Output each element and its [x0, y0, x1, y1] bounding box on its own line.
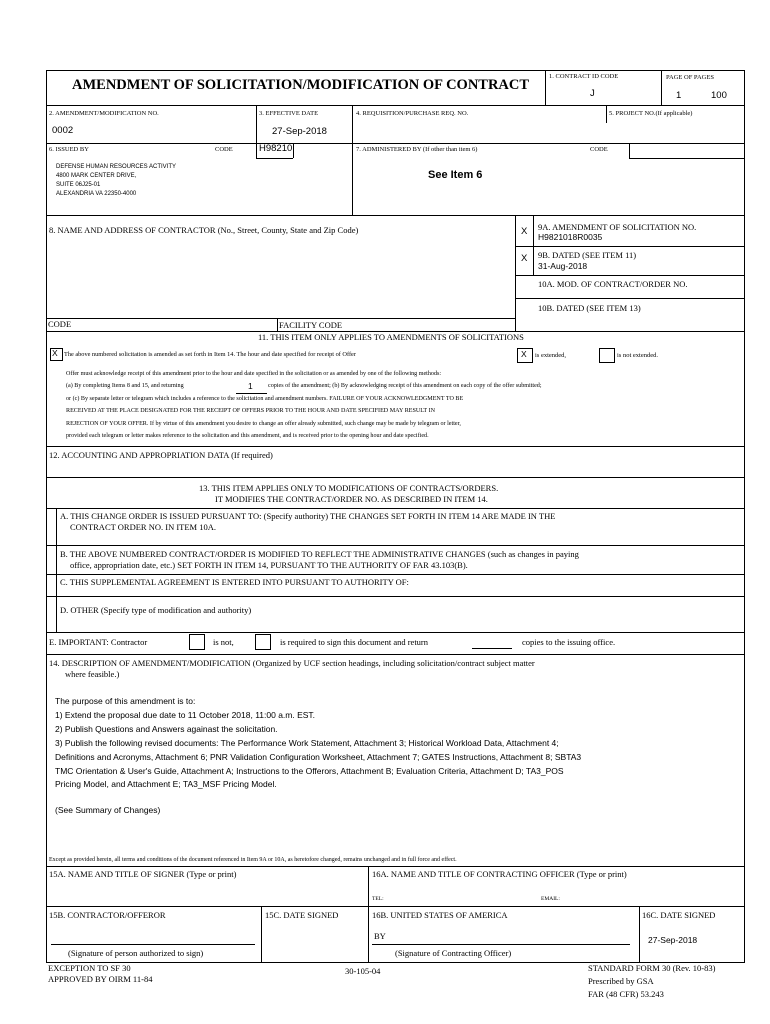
is-required-checkbox[interactable]	[255, 634, 271, 650]
facility-code-label: FACILITY CODE	[279, 320, 343, 330]
label-15c: 15C. DATE SIGNED	[265, 910, 339, 920]
contract-id-code-value: J	[590, 88, 595, 99]
label-16c: 16C. DATE SIGNED	[642, 910, 716, 920]
return-copies-underline	[472, 648, 512, 649]
date-16c-value: 27-Sep-2018	[648, 935, 698, 945]
item-14-body-line-3: 3) Publish the following revised documents: The Performance Work Statement, Attachment 3; Historical Workload Data, Attachment 4;	[55, 738, 559, 748]
label-16b: 16B. UNITED STATES OF AMERICA	[372, 910, 508, 920]
label-10b: 10B. DATED (SEE ITEM 13)	[538, 303, 641, 313]
item-11-check-mark: X	[52, 348, 58, 358]
is-required-label: is required to sign this document and return	[280, 637, 429, 647]
important-label: E. IMPORTANT: Contractor	[49, 637, 148, 647]
contractor-signature-caption: (Signature of person authorized to sign)	[68, 948, 204, 958]
extended-label: is extended,	[535, 352, 567, 359]
form-title: AMENDMENT OF SOLICITATION/MODIFICATION OF CONTRACT	[72, 77, 530, 93]
item-13b-line-1: B. THE ABOVE NUMBERED CONTRACT/ORDER IS MODIFIED TO REFLECT THE ADMINISTRATIVE CHANGES (such as changes in paying	[60, 549, 579, 559]
standard-form-text: STANDARD FORM 30 (Rev. 10-83)	[588, 963, 716, 973]
requisition-label: 4. REQUISITION/PURCHASE REQ. NO.	[356, 110, 469, 117]
administered-code-label: CODE	[590, 146, 608, 153]
amendment-no-label: 2. AMENDMENT/MODIFICATION NO.	[49, 110, 159, 117]
item-14-body-line-4: Definitions and Acronyms, Attachment 6; PNR Validation Configuration Worksheet, Attachment 7; GATES Instructions, Attachment 8; SBTA3	[55, 752, 582, 762]
officer-signature-caption: (Signature of Contracting Officer)	[395, 948, 512, 958]
issued-by-label: 6. ISSUED BY	[49, 146, 89, 153]
issuer-address-line-1: DEFENSE HUMAN RESOURCES ACTIVITY	[56, 164, 177, 170]
form-number: 30-105-04	[345, 966, 381, 976]
label-9a: 9A. AMENDMENT OF SOLICITATION NO.	[538, 222, 697, 232]
item-14-body-line-6: Pricing Model, and Attachment E; TA3_MSF Pricing Model.	[55, 779, 277, 789]
see-summary-of-changes: (See Summary of Changes)	[55, 805, 161, 815]
mark-9a: X	[521, 226, 528, 237]
label-16a: 16A. NAME AND TITLE OF CONTRACTING OFFICER (Type or print)	[372, 869, 627, 879]
see-item-6: See Item 6	[428, 169, 483, 181]
issuer-address-line-3: SUITE 06J25-01	[56, 182, 101, 188]
issued-by-code-label: CODE	[215, 146, 233, 153]
page-number: 1	[676, 90, 682, 101]
project-no-label: 5. PROJECT NO.(If applicable)	[609, 110, 693, 117]
officer-signature-line	[372, 944, 630, 945]
issuer-address-line-4: ALEXANDRIA VA 22350-4000	[56, 191, 137, 197]
contractor-signature-line	[51, 944, 255, 945]
item-11-amended-text: The above numbered solicitation is amended as set forth in Item 14. The hour and date specified for receipt of Offer	[64, 351, 356, 358]
item-14-body-line-5: TMC Orientation & User's Guide, Attachment A; Instructions to the Offerors, Attachment B; Evaluation Criteria, Attachment D; TA3_POS	[55, 766, 564, 776]
contract-id-code-label: 1. CONTRACT ID CODE	[549, 73, 619, 80]
amendment-no-value: 0002	[52, 125, 74, 136]
prescribed-text: Prescribed by GSA	[588, 976, 654, 986]
label-9b: 9B. DATED (SEE ITEM 11)	[538, 250, 637, 260]
item-12-label: 12. ACCOUNTING AND APPROPRIATION DATA (If required)	[49, 450, 273, 460]
item-13a-line-2: CONTRACT ORDER NO. IN ITEM 10A.	[70, 522, 216, 532]
not-extended-checkbox[interactable]	[599, 348, 615, 363]
approved-text: APPROVED BY OIRM 11-84	[48, 974, 153, 984]
by-label: BY	[374, 931, 386, 941]
tel-label: TEL:	[372, 896, 384, 902]
item-14-body-line-2: 2) Publish Questions and Answers againast the solicitation.	[55, 724, 278, 734]
item-13d-line: D. OTHER (Specify type of modification and authority)	[60, 605, 252, 615]
item-14-label-1: 14. DESCRIPTION OF AMENDMENT/MODIFICATION (Organized by UCF section headings, including solicitation/contract subject matter	[49, 658, 535, 668]
item-14-label-2: where feasible.)	[65, 669, 120, 679]
effective-date-label: 3. EFFECTIVE DATE	[259, 110, 319, 117]
item-14-body-line-1: 1) Extend the proposal due date to 11 October 2018, 11:00 a.m. EST.	[55, 710, 316, 720]
email-label: EMAIL:	[541, 896, 560, 902]
item-11-heading: 11. THIS ITEM ONLY APPLIES TO AMENDMENTS OF SOLICITATIONS	[258, 332, 524, 342]
item-11-line-3: or (c) By separate letter or telegram which includes a reference to the solicitation and amendment numbers. FAILURE OF YOUR ACKNOWLEDGMENT TO BE	[66, 396, 464, 402]
page-total: 100	[711, 90, 727, 101]
item-11-line-2a: (a) By completing Items 8 and 15, and returning	[66, 383, 184, 389]
page-of-pages-label: PAGE OF PAGES	[666, 74, 714, 81]
item-11-line-4: RECEIVED AT THE PLACE DESIGNATED FOR THE RECEIPT OF OFFERS PRIOR TO THE HOUR AND DATE SPECIFIED MAY RESULT IN	[66, 408, 435, 414]
copies-issuing-label: copies to the issuing office.	[522, 637, 616, 647]
item-13-heading-1: 13. THIS ITEM APPLIES ONLY TO MODIFICATIONS OF CONTRACTS/ORDERS.	[199, 483, 499, 493]
value-9b: 31-Aug-2018	[538, 261, 588, 271]
item-11-line-2b: copies of the amendment; (b) By acknowledging receipt of this amendment on each copy of the offer submitted;	[268, 383, 542, 389]
item-11-line-1: Offer must acknowledge receipt of this amendment prior to the hour and date specified in the solicitation or as amended by one of the following methods:	[66, 371, 442, 377]
item-14-body-line-0: The purpose of this amendment is to:	[55, 696, 196, 706]
item-13b-line-2: office, appropriation date, etc.) SET FORTH IN ITEM 14, PURSUANT TO THE AUTHORITY OF FAR 43.103(B).	[70, 560, 468, 570]
item-11-line-5: REJECTION OF YOUR OFFER. If by virtue of this amendment you desire to change an offer already submitted, such change may be made by telegram or letter,	[66, 421, 461, 427]
is-not-checkbox[interactable]	[189, 634, 205, 650]
label-15b: 15B. CONTRACTOR/OFFEROR	[49, 910, 166, 920]
not-extended-label: is not extended.	[617, 352, 658, 359]
copies-underline	[236, 393, 267, 394]
except-provided-line: Except as provided herein, all terms and conditions of the document referenced in Item 9A or 10A, as heretofore changed, remains unchanged and in full force and effect.	[49, 857, 457, 863]
item-13-heading-2: IT MODIFIES THE CONTRACT/ORDER NO. AS DESCRIBED IN ITEM 14.	[215, 494, 488, 504]
copies-value: 1	[248, 381, 253, 391]
exception-text: EXCEPTION TO SF 30	[48, 963, 131, 973]
item-13a-line-1: A. THIS CHANGE ORDER IS ISSUED PURSUANT TO: (Specify authority) THE CHANGES SET FORTH IN ITEM 14 ARE MADE IN THE	[60, 511, 556, 521]
value-9a: H9821018R0035	[538, 232, 603, 242]
is-not-label: is not,	[213, 637, 234, 647]
far-text: FAR (48 CFR) 53.243	[588, 989, 664, 999]
extended-check-mark: X	[521, 349, 527, 359]
contractor-code-label: CODE	[48, 319, 72, 329]
issued-by-code-value: H98210	[259, 143, 293, 154]
label-10a: 10A. MOD. OF CONTRACT/ORDER NO.	[538, 279, 688, 289]
issuer-address-line-2: 4800 MARK CENTER DRIVE,	[56, 173, 137, 179]
mark-9b: X	[521, 253, 528, 264]
administered-by-label: 7. ADMINISTERED BY (If other than item 6)	[356, 146, 478, 153]
label-15a: 15A. NAME AND TITLE OF SIGNER (Type or print)	[49, 869, 237, 879]
contractor-name-address-label: 8. NAME AND ADDRESS OF CONTRACTOR (No., Street, County, State and Zip Code)	[49, 225, 359, 235]
item-13c-line: C. THIS SUPPLEMENTAL AGREEMENT IS ENTERED INTO PURSUANT TO AUTHORITY OF:	[60, 577, 409, 587]
item-11-line-6: provided each telegram or letter makes reference to the solicitation and this amendment, and is received prior to the opening hour and date specified.	[66, 433, 429, 439]
effective-date-value: 27-Sep-2018	[272, 126, 327, 137]
